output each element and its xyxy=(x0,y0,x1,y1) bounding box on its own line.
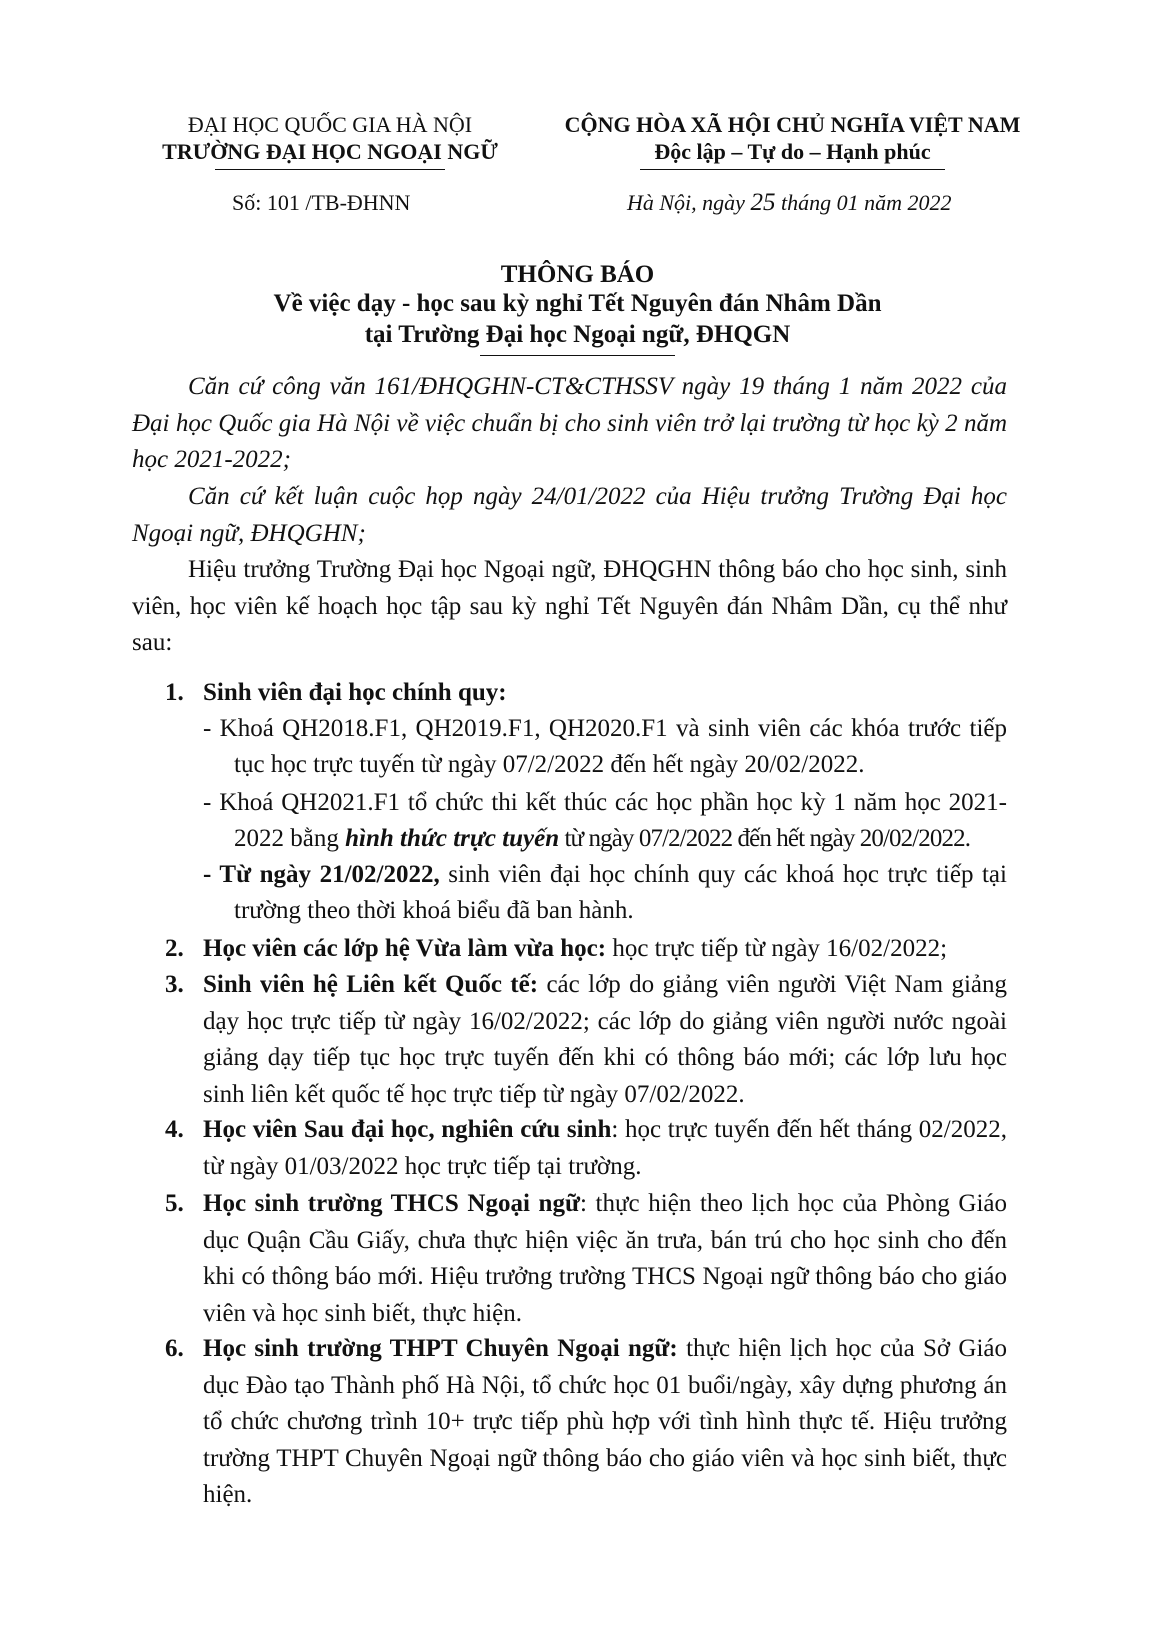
item-1-bullet-2-start: 2022 bằng xyxy=(234,825,346,852)
item-1-bullet-1-line-1: - Khoá QH2018.F1, QH2019.F1, QH2020.F1 và sinh viên các khóa trước tiếp xyxy=(203,715,1007,742)
item-3-body: các lớp do giảng viên người Việt Nam giảng dạy học trực tiếp từ ngày 16/02/2022; các lớp do giảng viên người nước ngoài giảng dạy tiếp tục học trực tuyến đến khi có thông báo mới; các lớp lưu học sinh liên kết quốc tế học trực tiếp từ ngày 07/02/2022. xyxy=(203,971,1008,1108)
basis-paragraph-2: Căn cứ kết luận cuộc họp ngày 24/01/2022 của Hiệu trưởng Trường Đại học Ngoại ngữ, ĐHQGHN; xyxy=(132,483,1007,547)
item-1-number: 1. xyxy=(165,679,184,706)
title-underline xyxy=(480,355,675,356)
country-name: CỘNG HÒA XÃ HỘI CHỦ NGHĨA VIỆT NAM xyxy=(564,112,1021,137)
org-name-underline xyxy=(215,169,445,170)
date-suffix: tháng 01 năm 2022 xyxy=(775,190,952,215)
motto: Độc lập – Tự do – Hạnh phúc xyxy=(654,139,931,164)
item-6-title: Học sinh trường THPT Chuyên Ngoại ngữ: xyxy=(203,1335,678,1362)
subject-line-2: tại Trường Đại học Ngoại ngữ, ĐHQGN xyxy=(364,321,791,348)
item-6-number: 6. xyxy=(165,1335,184,1362)
item-3-text xyxy=(203,967,1007,1113)
item-3-number: 3. xyxy=(165,971,184,998)
org-name: TRƯỜNG ĐẠI HỌC NGOẠI NGỮ xyxy=(162,139,498,164)
item-1-bullet-2-line-2 xyxy=(234,821,970,857)
item-2-text xyxy=(203,931,1007,967)
item-1-bullet-3-line-2: trường theo thời khoá biểu đã ban hành. xyxy=(234,897,634,924)
item-1-bullet-3-rest: sinh viên đại học chính quy các khoá học trực tiếp tại xyxy=(439,861,1007,888)
date-day: 25 xyxy=(750,189,776,216)
item-6-text xyxy=(203,1331,1007,1514)
item-5-title: Học sinh trường THCS Ngoại ngữ xyxy=(203,1190,580,1217)
item-4-text xyxy=(203,1112,1007,1185)
basis-paragraph-1: Căn cứ công văn 161/ĐHQGHN-CT&CTHSSV ngày 19 tháng 1 năm 2022 của Đại học Quốc gia Hà Nội về việc chuẩn bị cho sinh viên trở lại trường từ học kỳ 2 năm học 2021-2022; xyxy=(132,373,1007,473)
intro-paragraph: Hiệu trưởng Trường Đại học Ngoại ngữ, ĐHQGHN thông báo cho học sinh, sinh viên, học viên kế hoạch học tập sau kỳ nghỉ Tết Nguyên đán Nhâm Dần, cụ thể như sau: xyxy=(132,556,1007,656)
item-4-title: Học viên Sau đại học, nghiên cứu sinh xyxy=(203,1116,612,1143)
item-1-bullet-2-line-1: - Khoá QH2021.F1 tổ chức thi kết thúc các học phần học kỳ 1 năm học 2021- xyxy=(203,789,1007,816)
item-5-body: : thực hiện theo lịch học của Phòng Giáo dục Quận Cầu Giấy, chưa thực hiện việc ăn trưa, bán trú cho học sinh cho đến khi có thông báo mới. Hiệu trưởng trường THCS Ngoại ngữ thông báo cho giáo viên và học sinh biết, thực hiện. xyxy=(203,1190,1007,1327)
item-5-number: 5. xyxy=(165,1190,184,1217)
org-parent: ĐẠI HỌC QUỐC GIA HÀ NỘI xyxy=(187,112,473,137)
item-2-title: Học viên các lớp hệ Vừa làm vừa học: xyxy=(203,935,607,962)
motto-underline xyxy=(640,169,945,170)
item-3-title: Sinh viên hệ Liên kết Quốc tế: xyxy=(203,971,539,998)
document-type: THÔNG BÁO xyxy=(500,261,655,288)
item-5-text xyxy=(203,1186,1007,1332)
document-number: Số: 101 /TB-ĐHNN xyxy=(232,190,411,215)
item-1-bullet-3-bold: - Từ ngày 21/02/2022, xyxy=(203,861,440,888)
item-1-bullet-3-line-1 xyxy=(203,857,1007,893)
item-1-bullet-2-emphasis: hình thức trực tuyến xyxy=(345,825,560,852)
issue-date xyxy=(627,188,951,218)
item-2-body: học trực tiếp từ ngày 16/02/2022; xyxy=(606,935,948,962)
item-4-number: 4. xyxy=(165,1116,184,1143)
subject-line-1: Về việc dạy - học sau kỳ nghỉ Tết Nguyên đán Nhâm Dần xyxy=(273,290,882,317)
item-1-bullet-1-line-2: tục học trực tuyến từ ngày 07/2/2022 đến hết ngày 20/02/2022. xyxy=(234,751,865,778)
item-6-body: thực hiện lịch học của Sở Giáo dục Đào tạo Thành phố Hà Nội, tổ chức học 01 buổi/ngày, xây dựng phương án tổ chức chương trình 10+ trực tiếp phù hợp với tình hình thực tế. Hiệu trưởng trường THPT Chuyên Ngoại ngữ thông báo cho giáo viên và học sinh biết, thực hiện. xyxy=(203,1335,1007,1508)
item-2-number: 2. xyxy=(165,935,184,962)
item-4-body: : học trực tuyến đến hết tháng 02/2022, từ ngày 01/03/2022 học trực tiếp tại trường. xyxy=(203,1116,1007,1180)
date-prefix: Hà Nội, ngày xyxy=(627,190,751,215)
item-1-bullet-2-end: từ ngày 07/2/2022 đến hết ngày 20/02/2022. xyxy=(559,825,971,852)
item-1-title: Sinh viên đại học chính quy: xyxy=(203,679,507,706)
